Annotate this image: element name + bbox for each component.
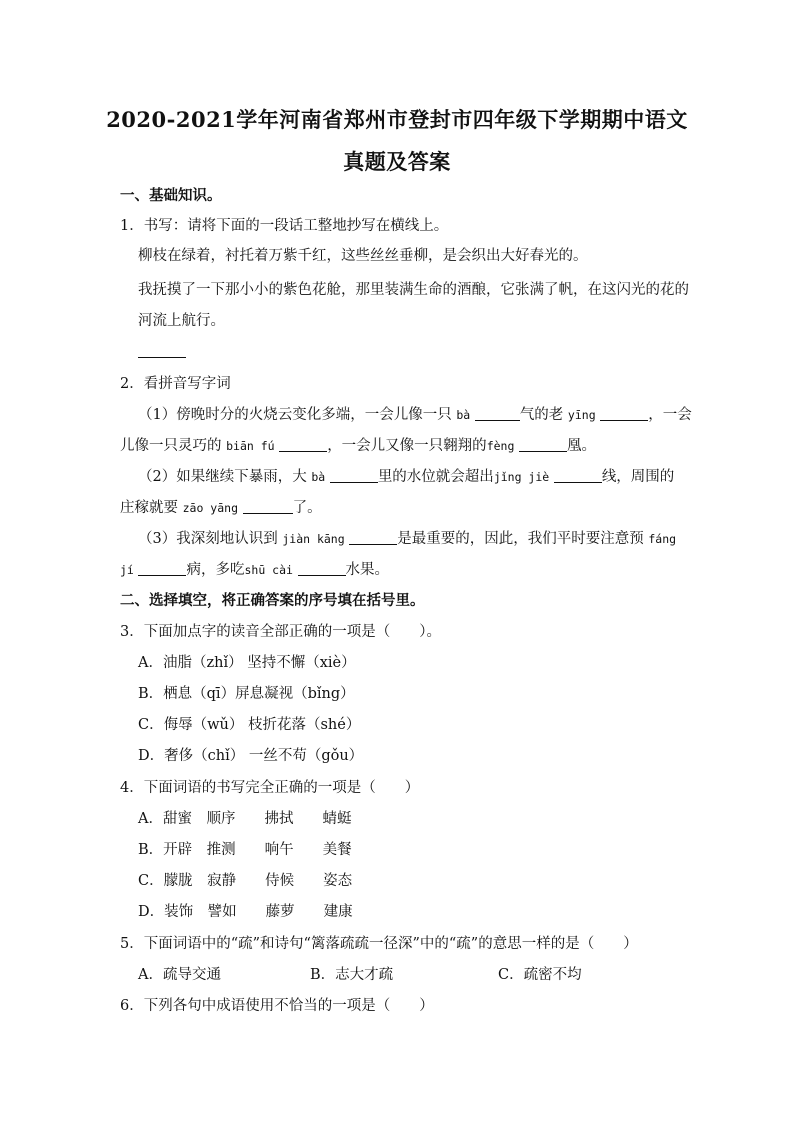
q5-option-a: A．疏导交通: [138, 967, 221, 983]
pinyin: biān fú: [226, 439, 275, 453]
q1-passage-2a: 我抚摸了一下那小小的紫色花舱，那里装满生命的酒酿，它张满了帆，在这闪光的花的: [138, 282, 689, 298]
pinyin: jí: [120, 563, 134, 577]
pinyin: bà: [456, 408, 471, 422]
q4-option-c: C．朦胧 寂静 侍候 姿态: [138, 873, 353, 889]
q6-stem: 6．下列各句中成语使用不恰当的一项是（ ）: [120, 998, 434, 1014]
text: （1）傍晚时分的火烧云变化多端，一会儿像一只: [138, 407, 452, 423]
section-1-heading: 一、基础知识。: [120, 187, 222, 204]
q3-option-b: B．栖息（qī）屏息凝视（bǐng）: [138, 686, 355, 702]
q3-option-d: D．奢侈（chǐ） 一丝不苟（gǒu）: [138, 748, 364, 764]
q5-options: [138, 965, 582, 985]
q5-option-c: C．疏密不均: [498, 967, 582, 983]
text: 儿像一只灵巧的: [120, 438, 222, 454]
q3-stem: 3．下面加点字的读音全部正确的一项是（ ）。: [120, 624, 441, 640]
q1-passage-2b: 河流上航行。: [138, 313, 225, 329]
q4-option-b: B．开辟 推测 响午 美餐: [138, 842, 352, 858]
text: 里的水位就会超出: [377, 469, 494, 485]
q1-passage-1: 柳枝在绿着，衬托着万紫千红，这些丝丝垂柳，是会织出大好春光的。: [138, 248, 588, 264]
q5-option-b: B．志大才疏: [310, 967, 394, 983]
pinyin: fèng: [486, 439, 515, 453]
pinyin: shū cài: [244, 563, 293, 577]
answer-blank[interactable]: [138, 343, 186, 358]
answer-blank[interactable]: [330, 468, 378, 483]
pinyin: yīng: [567, 408, 596, 422]
q2-line-d: [120, 498, 322, 518]
pinyin: jiàn kāng: [282, 532, 345, 546]
q2-line-b: [120, 436, 596, 456]
answer-blank[interactable]: [554, 468, 602, 483]
pinyin: fáng: [648, 532, 677, 546]
text: 气的老: [519, 407, 564, 423]
doc-title-line2: 真题及答案: [343, 149, 451, 174]
q2-line-e: [138, 529, 676, 549]
q3-option-c: C．侮辱（wǔ） 枝折花落（shé）: [138, 717, 361, 733]
q5-stem: 5．下面词语中的“疏”和诗句“篱落疏疏一径深”中的“疏”的意思一样的是（ ）: [120, 936, 638, 952]
q2-line-a: [138, 405, 692, 425]
text: （2）如果继续下暴雨，大: [138, 469, 307, 485]
text: 是最重要的，因此，我们平时要注意预: [397, 531, 644, 547]
pinyin: jǐng jiè: [493, 470, 550, 484]
text: 线，周围的: [601, 469, 675, 485]
answer-blank[interactable]: [298, 561, 346, 576]
answer-blank[interactable]: [279, 437, 327, 452]
q4-option-d: D．装饰 譬如 藤萝 建康: [138, 904, 353, 920]
q3-option-a: A．油脂（zhǐ） 坚持不懈（xiè）: [138, 655, 356, 671]
q2-line-f: [120, 560, 389, 580]
text: ，一会儿又像一只翱翔的: [327, 438, 487, 454]
q4-option-a: A．甜蜜 顺序 拂拭 蜻蜓: [138, 811, 352, 827]
answer-blank[interactable]: [519, 437, 567, 452]
text: ，一会: [648, 407, 692, 423]
doc-title-line1: 2020-2021学年河南省郑州市登封市四年级下学期期中语文: [106, 107, 688, 132]
answer-blank[interactable]: [243, 499, 293, 514]
q1-answer-line[interactable]: [138, 342, 186, 362]
text: 病，多吃: [186, 562, 245, 578]
q2-line-c: [138, 467, 674, 487]
pinyin: bà: [311, 470, 326, 484]
pinyin: zāo yāng: [182, 501, 238, 515]
text: 了。: [292, 500, 322, 516]
answer-blank[interactable]: [349, 530, 397, 545]
text: 水果。: [345, 562, 390, 578]
section-2-heading: 二、选择填空，将正确答案的序号填在括号里。: [120, 592, 425, 609]
text: 庄稼就要: [120, 500, 178, 516]
q4-stem: 4．下面词语的书写完全正确的一项是（ ）: [120, 780, 420, 796]
text: 凰。: [567, 438, 596, 454]
q1-stem: 1．书写：请将下面的一段话工整地抄写在横线上。: [120, 218, 449, 234]
answer-blank[interactable]: [475, 406, 520, 421]
text: （3）我深刻地认识到: [138, 531, 278, 547]
q2-stem: 2．看拼音写字词: [120, 376, 231, 392]
answer-blank[interactable]: [600, 406, 648, 421]
answer-blank[interactable]: [138, 561, 186, 576]
